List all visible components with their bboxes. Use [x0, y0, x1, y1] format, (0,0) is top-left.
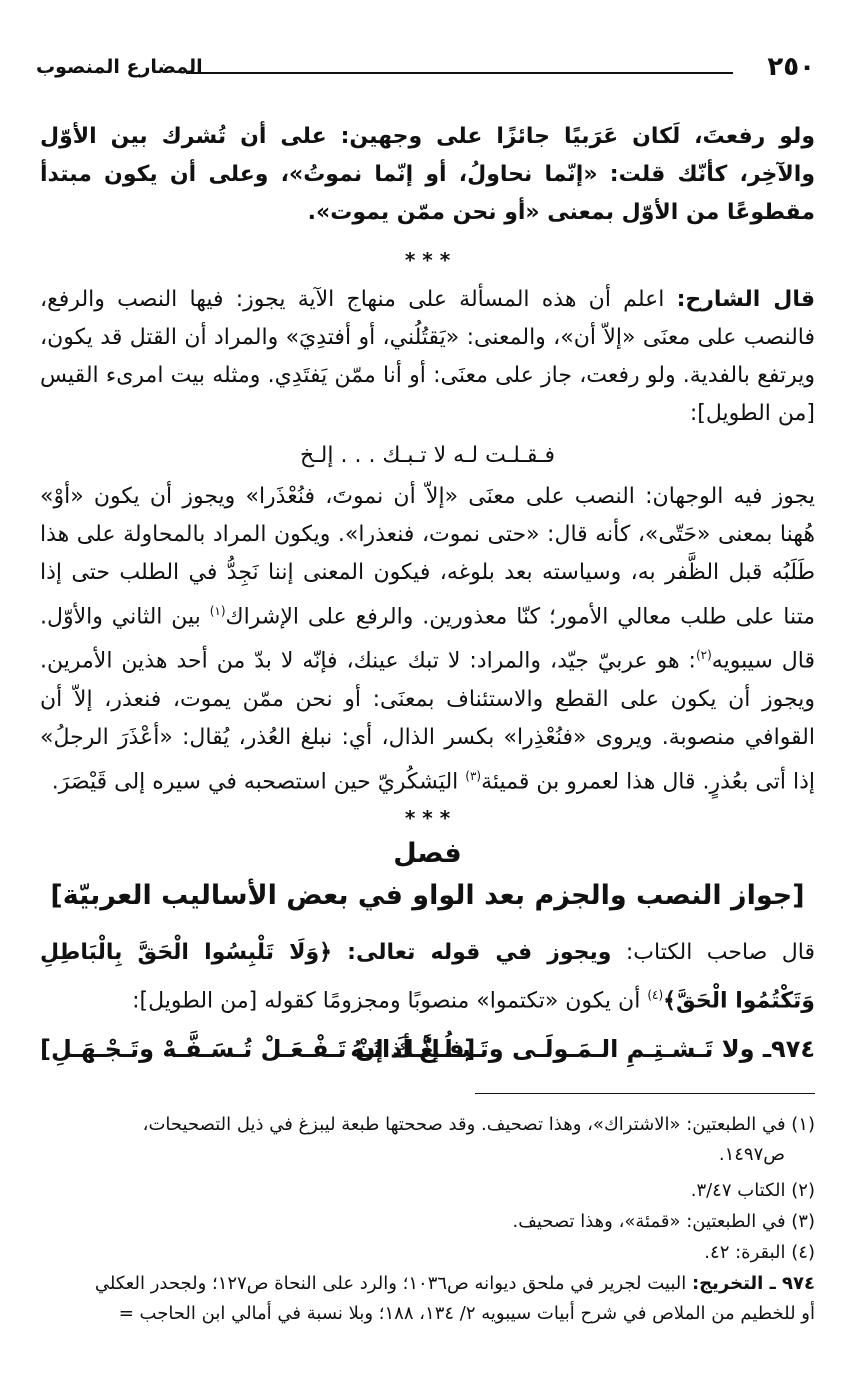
footnote-4: (٤) البقرة: ٤٢. [704, 1242, 815, 1263]
paragraph-3 [40, 478, 815, 801]
page-header [36, 52, 815, 88]
running-title: المضارع المنصوب [36, 56, 203, 78]
paragraph-3-seg4: اليَشكُريّ حين استصحبه في سيره إلى قَيْصَرَ. [51, 768, 466, 794]
paragraph-4 [40, 932, 815, 1022]
quoted-verse: فـقـلـت لـه لا تـبـك . . . إلـخ [300, 443, 555, 468]
paragraph-2-text: اعلم أن هذه المسألة على منهاج الآية يجوز: فيها النصب والرفع، فالنصب على معنَى «إلاّ أن»، والمعنى: «يَقتُلُني، أو أفتدِيَ» والمراد أن القتل قد يكون، ويرتفع بالفدية. ولو رفعت، جاز على معنَى: أو أنا ممّن يَفتَدِي. ومثله بيت امرىء القيس [من الطويل]: [40, 287, 815, 426]
takhrij-note [24, 1269, 815, 1329]
header-rule [186, 72, 733, 74]
page-number: ٢٥٠ [767, 52, 815, 82]
paragraph-1: ولو رفعتَ، لَكان عَرَبيًا جائزًا على وجهين: على أن تُشرك بين الأوّل والآخِر، كأنّك قلت: «إنّما نحاولُ، أو إنّما نموتُ»، وعلى أن يكون مبتدأ مقطوعًا من الأوّل بمعنى «أو نحن ممّن يموت». [40, 124, 815, 225]
paragraph-2 [40, 281, 815, 433]
footnote-ref-4[interactable]: (٤) [647, 988, 664, 1002]
section-label: فصل [393, 838, 462, 869]
paragraph-4-rest: أن يكون «تكتموا» منصوبًا ومجزومًا كقوله [من الطويل]: [132, 988, 648, 1014]
section-title: [جواز النصب والجزم بعد الواو في بعض الأساليب العربيّة] [50, 880, 805, 911]
quran-verse: ﴿وَلَا تَلْبِسُوا الْحَقَّ بِالْبَاطِلِ وَتَكْتُمُوا الْحَقَّ﴾ [40, 940, 815, 1014]
footnote-separator [475, 1093, 815, 1094]
footnote-ref-3[interactable]: (٣) [465, 768, 482, 783]
author-label: قال صاحب الكتاب: [611, 940, 815, 965]
section-divider-stars: * * * [404, 248, 451, 272]
footnote-ref-2[interactable]: (٢) [695, 648, 712, 663]
paragraph-3-seg1: يجوز فيه الوجهان: النصب على معنَى «إلاّ أن نموتَ، فنُعْذَرا» ويجوز أن يكون «أوْ» هُهنا بمعنى «حَتّى»، كأنه قال: «حتى نموت، فنعذرا». ويكون المراد بالمحاولة على هذا طَلَبُه قبل الظَّفر به، وسياسته بعد بلوغه، فيكون المعنى إننا نَجِدُّ في الطلب حتى إذا متنا على طلب معالي الأمور؛ كنّا معذورين. والرفع على الإشراك [40, 484, 816, 630]
footnote-1-line1: (١) في الطبعتين: «الاشتراك»، وهذا تصحيف. وقد صححتها طبعة ليبزغ في ذيل التصحيحات، [142, 1114, 815, 1135]
takhrij-label: ٩٧٤ ـ التخريج: [691, 1273, 815, 1294]
paragraph-4-bold: ويجوز في قوله تعالى: [347, 940, 612, 965]
footnote-1-line2: ص١٤٩٧. [718, 1144, 785, 1165]
footnote-3: (٣) في الطبعتين: «قمئة»، وهذا تصحيف. [512, 1211, 815, 1232]
footnote-1 [24, 1110, 815, 1170]
footnote-2: (٢) الكتاب ٣/٤٧. [690, 1180, 815, 1201]
paragraph-3-seg3: : هو عربيّ جيّد، والمراد: لا تبك عينك، فإنّه لا بدّ من أحد هذين الأمرين. ويجوز أن يكون على القطع والاستئناف بمعنَى: أو نحن ممّن يموت، فنعذر، إلاّ أن القوافي منصوبة. ويروى «فنُعْذِرا» بكسر الذال، أي: نبلغ العُذر، يُقال: «أعْذَرَ الرجلُ» إذا أتى بعُذرٍ. قال هذا لعمرو بن قميئة [40, 648, 815, 794]
footnote-ref-1[interactable]: (١) [209, 604, 226, 618]
takhrij-line2: أو للخطيم من الملاص في شرح أبيات سيبويه ٢/ ١٣٤، ١٨٨؛ وبلا نسبة في أمالي ابن الحاجب = [118, 1303, 815, 1324]
section-divider-stars-2: * * * [404, 806, 451, 830]
commentator-label: قال الشارح: [676, 287, 815, 312]
verse-first-hemistich: ٩٧٤ـ ولا تَـشـتِـمِ الـمَـولَـى وتَـبـلُـغْ أذاتَـهُ [350, 1035, 815, 1063]
verse-second-hemistich: [فـإنَّـكَ إنْ تَـفْـعَـلْ تُـسَـفَّـهْ وتَـجْـهَـلِ] [40, 1035, 476, 1063]
paragraph-3-seg2: بين الثاني والأوّل. قال سيبويه [40, 604, 815, 674]
takhrij-line1: البيت لجرير في ملحق ديوانه ص١٠٣٦؛ والرد على النحاة ص١٢٧؛ ولجحدر العكلي [94, 1273, 692, 1294]
